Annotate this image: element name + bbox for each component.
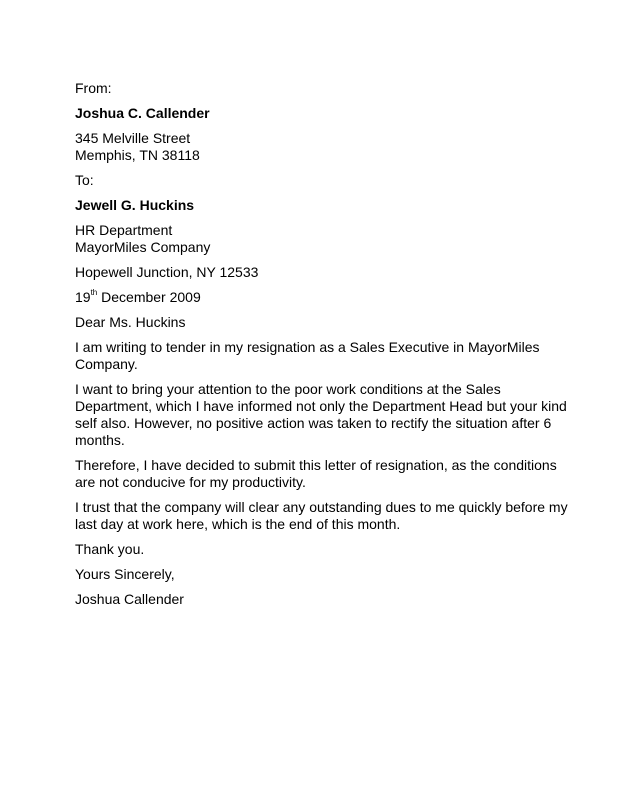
body-paragraph: I am writing to tender in my resignation as a Sales Executive in MayorMiles Company. <box>75 339 540 372</box>
recipient-name: Jewell G. Huckins <box>75 197 195 213</box>
recipient-department: HR Department <box>75 222 173 238</box>
body-paragraph: I trust that the company will clear any outstanding dues to me quickly before my last day at work here, which is the end of this month. <box>75 499 568 532</box>
signature-name: Joshua Callender <box>75 591 184 607</box>
sender-street: 345 Melville Street <box>75 130 191 146</box>
recipient-city: Hopewell Junction, NY 12533 <box>75 264 259 280</box>
date-suffix: th <box>90 288 98 298</box>
from-label: From: <box>75 80 112 96</box>
sender-address <box>75 130 575 164</box>
sender-name: Joshua C. Callender <box>75 105 210 121</box>
recipient-company: MayorMiles Company <box>75 239 211 255</box>
thanks-line: Thank you. <box>75 541 145 557</box>
body-paragraph: Therefore, I have decided to submit this letter of resignation, as the conditions are not conducive for my productivity. <box>75 457 557 490</box>
recipient-address <box>75 222 575 256</box>
date-day: 19 <box>75 289 91 305</box>
sender-city: Memphis, TN 38118 <box>75 147 200 163</box>
body-paragraph: I want to bring your attention to the poor work conditions at the Sales Department, which I have informed not only the Department Head but your kind self also. However, no positive action was taken to rectify the situation after 6 months. <box>75 381 567 448</box>
letter-date <box>75 289 575 306</box>
to-label: To: <box>75 172 94 188</box>
date-rest: December 2009 <box>97 289 201 305</box>
resignation-letter <box>75 80 575 616</box>
closing-line: Yours Sincerely, <box>75 566 175 582</box>
salutation: Dear Ms. Huckins <box>75 314 186 330</box>
